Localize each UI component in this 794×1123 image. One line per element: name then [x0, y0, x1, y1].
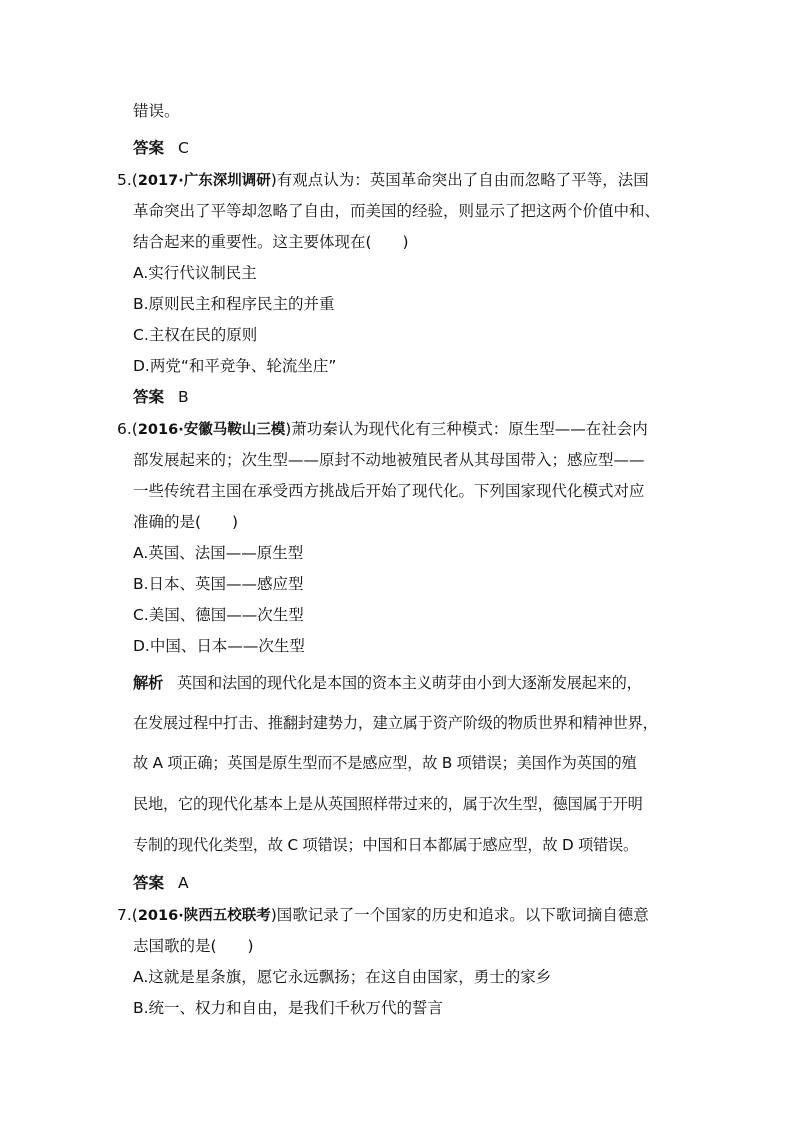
q7-number: 7.(: [117, 906, 138, 924]
answer-value: B: [178, 388, 189, 406]
carry-over-text: 错误。: [133, 102, 180, 120]
q6-explanation-line-4: 民地，它的现代化基本上是从英国照样带过来的，属于次生型，德国属于开明: [133, 795, 643, 813]
explanation-text: 英国和法国的现代化是本国的资本主义萌芽由小到大逐渐发展起来的，: [176, 674, 642, 692]
explanation-label: 解析: [133, 674, 163, 692]
q5-line-1: [117, 170, 649, 191]
q6-number: 6.(: [117, 420, 138, 438]
q6-explanation-line-1: [133, 673, 642, 693]
q5-source: 2017·广东深圳调研: [137, 173, 271, 189]
q5-option-c: C.主权在民的原则: [133, 326, 258, 344]
q6-answer: [133, 873, 189, 893]
q5-option-a: A.实行代议制民主: [133, 264, 257, 282]
q6-explanation-line-3: 故 A 项正确；英国是原生型而不是感应型，故 B 项错误；美国作为英国的殖: [133, 754, 637, 772]
q7-stem-text: )国歌记录了一个国家的历史和追求。以下歌词摘自德意: [270, 906, 649, 924]
q7-line-1: [117, 905, 649, 926]
q5-option-b: B.原则民主和程序民主的并重: [133, 295, 335, 313]
q6-stem-text: )萧功秦认为现代化有三种模式：原生型——在社会内: [285, 420, 648, 438]
q5-number: 5.(: [117, 171, 138, 189]
q6-line-2: 部发展起来的；次生型——原封不动地被殖民者从其母国带入；感应型——: [133, 451, 645, 469]
answer-label: 答案: [133, 388, 165, 406]
q6-explanation-line-5: 专制的现代化类型，故 C 项错误；中国和日本都属于感应型，故 D 项错误。: [133, 836, 639, 854]
q5-line-2: 革命突出了平等却忽略了自由，而美国的经验，则显示了把这两个价值中和、: [133, 202, 661, 220]
q6-option-a: A.英国、法国——原生型: [133, 544, 304, 562]
q6-line-4: 准确的是( ): [133, 513, 239, 531]
q6-option-d: D.中国、日本——次生型: [133, 637, 305, 655]
q6-explanation-line-2: 在发展过程中打击、推翻封建势力，建立属于资产阶级的物质世界和精神世界，: [133, 714, 658, 732]
q7-option-b: B.统一、权力和自由，是我们千秋万代的誓言: [133, 999, 444, 1017]
q7-source: 2016·陕西五校联考: [137, 908, 271, 924]
answer-value: A: [178, 874, 189, 892]
q5-option-d: D.两党“和平竞争、轮流坐庄”: [133, 357, 337, 375]
q6-line-3: 一些传统君主国在承受西方挑战后开始了现代化。下列国家现代化模式对应: [133, 482, 645, 500]
q7-option-a: A.这就是星条旗，愿它永远飘扬；在这自由国家，勇士的家乡: [133, 968, 552, 986]
q4-answer: [133, 138, 189, 158]
answer-value: C: [178, 139, 189, 157]
answer-label: 答案: [133, 139, 165, 157]
q5-stem-text: )有观点认为：英国革命突出了自由而忽略了平等，法国: [270, 171, 649, 189]
q5-line-3: 结合起来的重要性。这主要体现在( ): [133, 233, 409, 251]
q5-answer: [133, 387, 189, 407]
q6-line-1: [117, 419, 648, 440]
q6-option-c: C.美国、德国——次生型: [133, 606, 304, 624]
q6-source: 2016·安徽马鞍山三模: [137, 422, 286, 438]
q6-option-b: B.日本、英国——感应型: [133, 575, 304, 593]
q7-line-2: 志国歌的是( ): [133, 937, 254, 955]
answer-label: 答案: [133, 874, 165, 892]
